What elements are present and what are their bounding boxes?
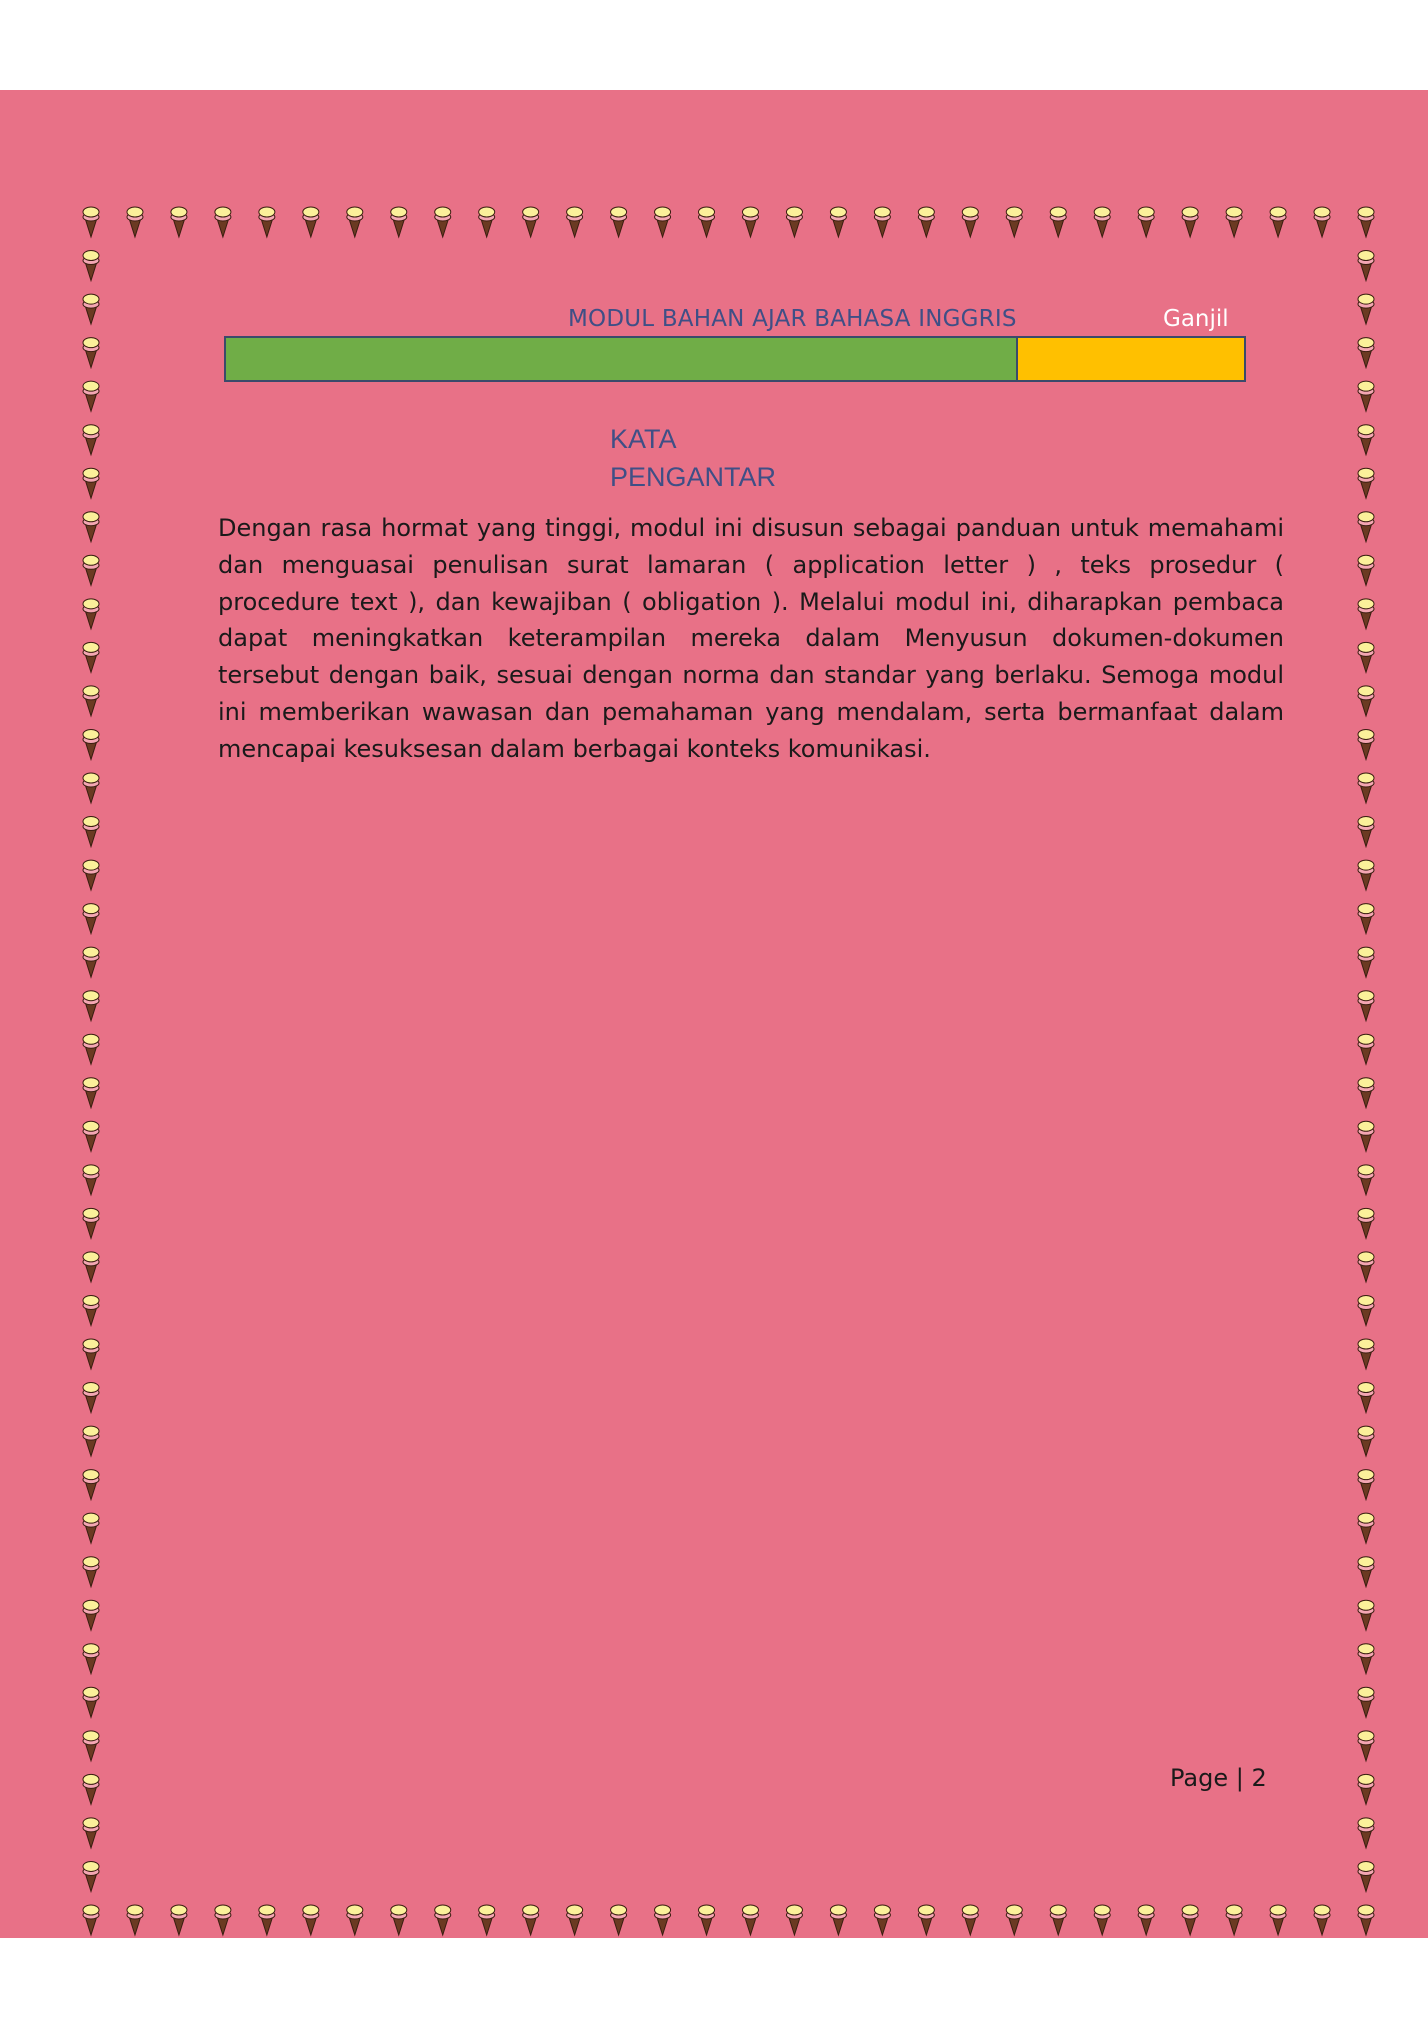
section-heading (610, 420, 776, 496)
semester-term-label: Ganjil (1163, 306, 1229, 332)
header-yellow-bar (1016, 336, 1246, 382)
section-heading-line-2: PENGANTAR (610, 462, 777, 492)
section-heading-line-1: KATA (610, 424, 677, 454)
page-number: Page | 2 (1170, 1764, 1267, 1792)
module-header-title: MODUL BAHAN AJAR BAHASA INGGRIS (568, 306, 1017, 332)
foreword-paragraph: Dengan rasa hormat yang tinggi, modul ini disusun sebagai panduan untuk memahami dan menguasai penulisan surat lamaran ( application letter ) , teks prosedur ( procedure text ), dan kewajiban ( obligation ). Melalui modul ini, diharapkan pembaca dapat meningkatkan keterampilan mereka dalam Menyusun dokumen-dokumen tersebut dengan baik, sesuai dengan norma dan standar yang berlaku. Semoga modul ini memberikan wawasan dan pemahaman yang mendalam, serta bermanfaat dalam mencapai kesuksesan dalam berbagai konteks komunikasi. (218, 514, 1284, 763)
header-green-bar (224, 336, 1018, 382)
